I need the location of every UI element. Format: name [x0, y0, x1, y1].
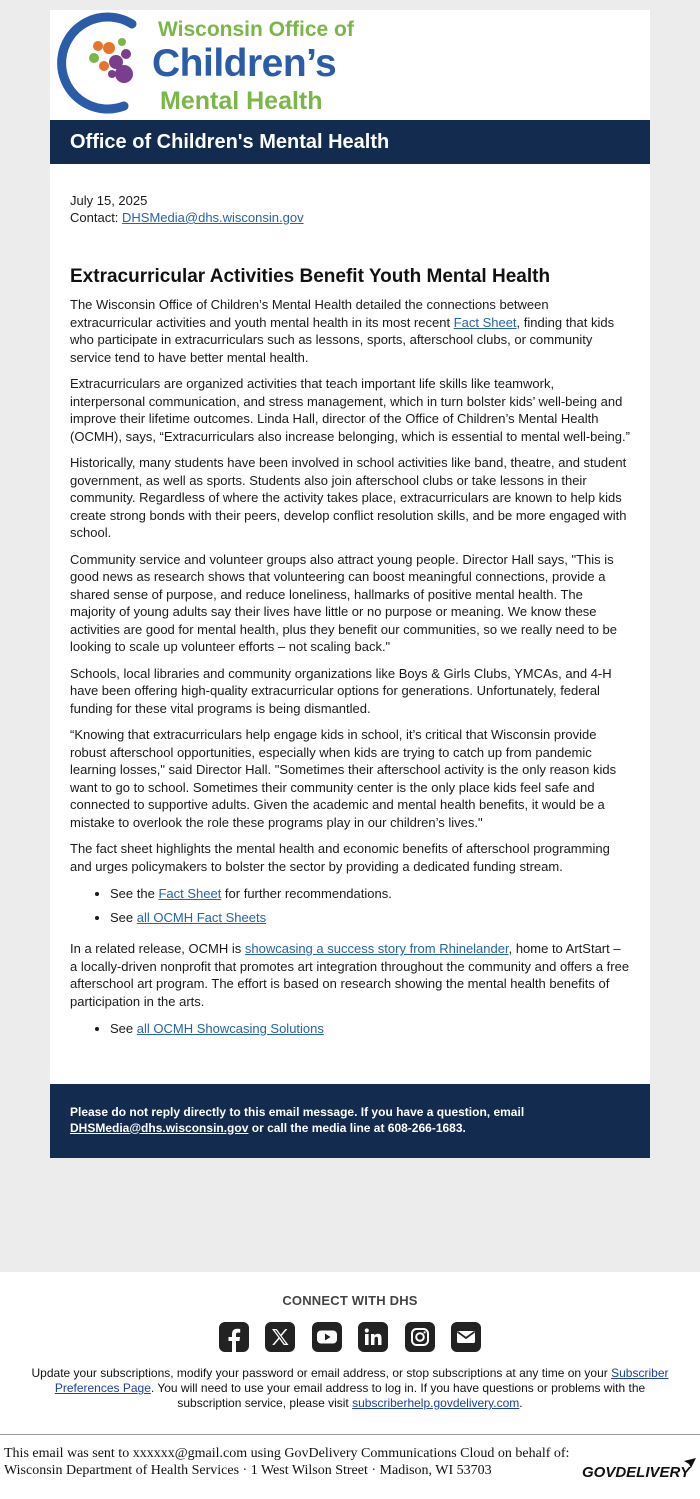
bullet-1-text-a: See the: [110, 886, 159, 901]
reply-notice: [50, 1084, 650, 1158]
subscriber-preferences-link[interactable]: Subscriber Preferences Page: [54, 1366, 669, 1395]
youtube-icon[interactable]: [312, 1322, 342, 1352]
govdelivery-logo[interactable]: [582, 1457, 698, 1485]
connect-title: CONNECT WITH DHS: [282, 1293, 418, 1308]
header-banner: [50, 120, 650, 164]
linkedin-icon[interactable]: [358, 1322, 388, 1352]
list-item: [110, 909, 630, 927]
email-card: [50, 10, 650, 1158]
paragraph-2: Extracurriculars are organized activities that teach important life skills like teamwork, interpersonal communication, and stress management, which in turn bolster kids’ well-being and improve their lifetime outcomes. Linda Hall, director of the Office of Children’s Mental Health (OCMH), says, “Extracurriculars also increase belonging, which is essential to mental well-being.”: [70, 376, 630, 444]
paragraph-8: [70, 940, 630, 1010]
paragraph-7: The fact sheet highlights the mental health and economic benefits of afterschool programming and urges policymakers to bolster the sector by providing a dedicated funding stream.: [70, 841, 610, 874]
release-meta: [70, 192, 630, 226]
contact-email-link[interactable]: DHSMedia@dhs.wisconsin.gov: [122, 210, 304, 225]
subs-text-b: . You will need to use your email address to log in. If you have questions or problems with the subscription service, please visit: [150, 1381, 646, 1410]
social-icons: [0, 1322, 700, 1352]
contact-label: Contact:: [70, 210, 123, 225]
paragraph-1-text-a: The Wisconsin Office of Children’s Mental Health detailed the connections between extracurricular activities and youth mental health in its most recent: [70, 297, 549, 330]
paragraph-8-text-a: In a related release, OCMH is: [70, 941, 245, 956]
facebook-icon[interactable]: [219, 1322, 249, 1352]
showcasing-solutions-link[interactable]: all OCMH Showcasing Solutions: [136, 1021, 324, 1036]
success-story-link[interactable]: showcasing a success story from Rhinelander: [244, 941, 509, 956]
email-icon[interactable]: [451, 1322, 481, 1352]
list-item: [110, 1020, 630, 1038]
subscription-text: [30, 1366, 670, 1411]
article-headline: Extracurricular Activities Benefit Youth Mental Health: [70, 266, 551, 287]
subscriber-help-link[interactable]: subscriberhelp.govdelivery.com: [352, 1396, 520, 1410]
sender-info: This email was sent to xxxxxx@gmail.com using GovDelivery Communications Cloud on behalf of: Wisconsin Department of Health Services · 1 West Wilson Street · Madison, WI 53703: [4, 1446, 570, 1478]
ocmh-logo: [50, 10, 650, 120]
release-date: July 15, 2025: [70, 193, 148, 208]
paragraph-8-text-b: , home to ArtStart – a locally-driven nonprofit that promotes art integration throughout the community and offers a free afterschool art program. The effort is based on research showing the mental health benefits of participation in the arts.: [70, 941, 630, 1009]
reply-notice-text-a: Please do not reply directly to this email message. If you have a question, email: [70, 1104, 525, 1119]
paragraph-1: [70, 296, 630, 366]
fact-sheet-link[interactable]: Fact Sheet: [453, 314, 517, 330]
paragraph-4: Community service and volunteer groups also attract young people. Director Hall says, "This is good news as research shows that volunteering can boost meaningful connections, provide a shared sense of purpose, and reduce loneliness, hallmarks of positive mental health. The majority of young adults say their lives have little or no purpose or meaning. We know these activities are good for mental health, plus they benefit our communities, so we really need to be looking to scale up volunteer efforts – not scaling back.": [70, 551, 618, 654]
logo-text-line1: Wisconsin Office of: [158, 18, 354, 41]
contact-line: [70, 209, 630, 226]
paragraph-3: Historically, many students have been involved in school activities like band, theatre, and student government, as well as sports. Students also join afterschool clubs or take lessons in their community. Regardless of where the activity takes place, extracurriculars are known to help kids create strong bonds with their peers, develop conflict resolution skills, and be more engaged with school.: [70, 455, 627, 540]
subs-text-c: .: [519, 1396, 523, 1410]
article-content: [50, 164, 650, 1084]
subs-text-a: Update your subscriptions, modify your password or email address, or stop subscriptions at any time on your: [31, 1366, 612, 1380]
ocmh-logo-mark-icon: [54, 10, 154, 120]
paragraph-6: “Knowing that extracurriculars help engage kids in school, it’s critical that Wisconsin provide robust afterschool opportunities, especially when kids are trying to catch up from pandemic learning losses," said Director Hall. "Sometimes their afterschool activity is the only reason kids want to go to school. Sometimes their community center is the only place kids feel safe and connected to supportive adults. Given the academic and mental health benefits, it would be a mistake to overlook the role these programs play in our children’s lives.": [70, 727, 617, 830]
instagram-icon[interactable]: [405, 1322, 435, 1352]
footer-email-link[interactable]: DHSMedia@dhs.wisconsin.gov: [70, 1120, 249, 1135]
all-fact-sheets-link[interactable]: all OCMH Fact Sheets: [136, 909, 267, 925]
list-item: [110, 885, 630, 903]
govdelivery-logo-text: GOVDELIVERY: [582, 1464, 691, 1481]
fact-sheet-list: [70, 885, 630, 926]
fact-sheet-link-2[interactable]: Fact Sheet: [158, 886, 222, 901]
govdelivery-footer: [0, 1434, 700, 1499]
x-icon[interactable]: [265, 1322, 295, 1352]
bullet-2-text-a: See: [110, 909, 137, 925]
banner-title: Office of Children's Mental Health: [70, 131, 390, 153]
bullet-3-text-a: See: [110, 1021, 137, 1036]
showcasing-list: [70, 1020, 630, 1038]
reply-notice-text-b: or call the media line at 608-266-1683.: [248, 1120, 466, 1135]
connect-section: [0, 1272, 700, 1434]
paragraph-1-text-b: , finding that kids who participate in extracurriculars such as lessons, sports, afterschool clubs, or community service tend to have better mental health.: [70, 314, 615, 365]
logo-text-line3: Mental Health: [160, 87, 323, 115]
bullet-1-text-b: for further recommendations.: [221, 886, 392, 901]
paragraph-5: Schools, local libraries and community organizations like Boys & Girls Clubs, YMCAs, and 4-H have been offering high-quality extracurricular options for generations. Unfortunately, federal funding for these vital programs is being dismantled.: [70, 665, 612, 716]
logo-text-line2: Children’s: [152, 42, 337, 85]
